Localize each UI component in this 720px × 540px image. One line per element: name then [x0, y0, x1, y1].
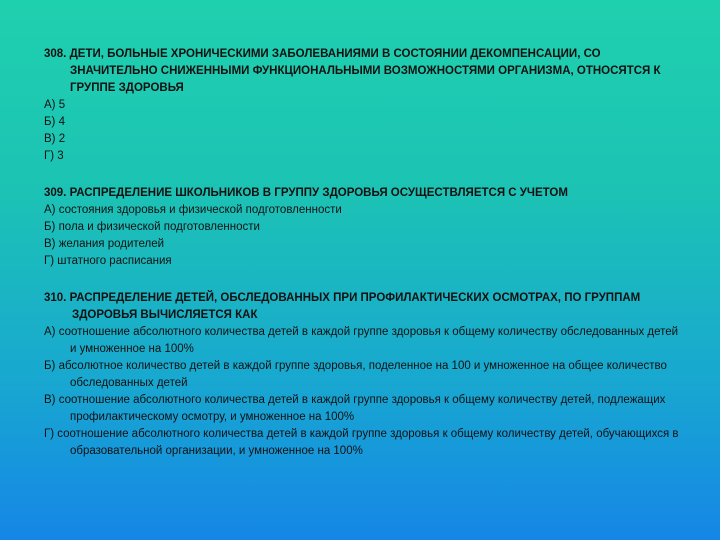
answer-option: В) 2	[44, 133, 66, 145]
question-title: 308. ДЕТИ, БОЛЬНЫЕ ХРОНИЧЕСКИМИ ЗАБОЛЕВАНИЯМИ В СОСТОЯНИИ ДЕКОМПЕНСАЦИИ, СО ЗНАЧИТЕЛЬНО СНИЖЕННЫМИ ФУНКЦИОНАЛЬНЫМИ ВОЗМОЖНОСТЯМИ ОРГАНИЗМА, ОТНОСЯТСЯ К ГРУППЕ ЗДОРОВЬЯ	[44, 48, 661, 94]
answer-option: В) желания родителей	[44, 238, 165, 250]
answer-option: Б) пола и физической подготовленности	[44, 221, 260, 233]
answer-option: Г) соотношение абсолютного количества детей в каждой группе здоровья к общему количеству детей, обучающихся в образовательной организации, и умноженное на 100%	[44, 428, 679, 457]
question-title: 309. РАСПРЕДЕЛЕНИЕ ШКОЛЬНИКОВ В ГРУППУ ЗДОРОВЬЯ ОСУЩЕСТВЛЯЕТСЯ С УЧЕТОМ	[44, 187, 568, 199]
question-309	[44, 185, 684, 270]
answer-option: А) соотношение абсолютного количества детей в каждой группе здоровья к общему количеству обследованных детей и умноженное на 100%	[44, 326, 679, 355]
answer-option: А) состояния здоровья и физической подготовленности	[44, 204, 342, 216]
answer-option: Б) абсолютное количество детей в каждой группе здоровья, поделенное на 100 и умноженное на общее количество обследованных детей	[44, 360, 667, 389]
question-title: 310. РАСПРЕДЕЛЕНИЕ ДЕТЕЙ, ОБСЛЕДОВАННЫХ ПРИ ПРОФИЛАКТИЧЕСКИХ ОСМОТРАХ, ПО ГРУППАМ ЗДОРОВЬЯ ВЫЧИСЛЯЕТСЯ КАК	[44, 292, 641, 321]
answer-option: Г) 3	[44, 150, 64, 162]
answer-option: Б) 4	[44, 116, 65, 128]
slide-content	[44, 46, 684, 480]
question-308	[44, 46, 684, 165]
answer-option: В) соотношение абсолютного количества детей в каждой группе здоровья к общему количеству детей, подлежащих профилактическому осмотру, и умноженное на 100%	[44, 394, 666, 423]
question-310	[44, 290, 684, 460]
answer-option: А) 5	[44, 99, 66, 111]
answer-option: Г) штатного расписания	[44, 255, 172, 267]
